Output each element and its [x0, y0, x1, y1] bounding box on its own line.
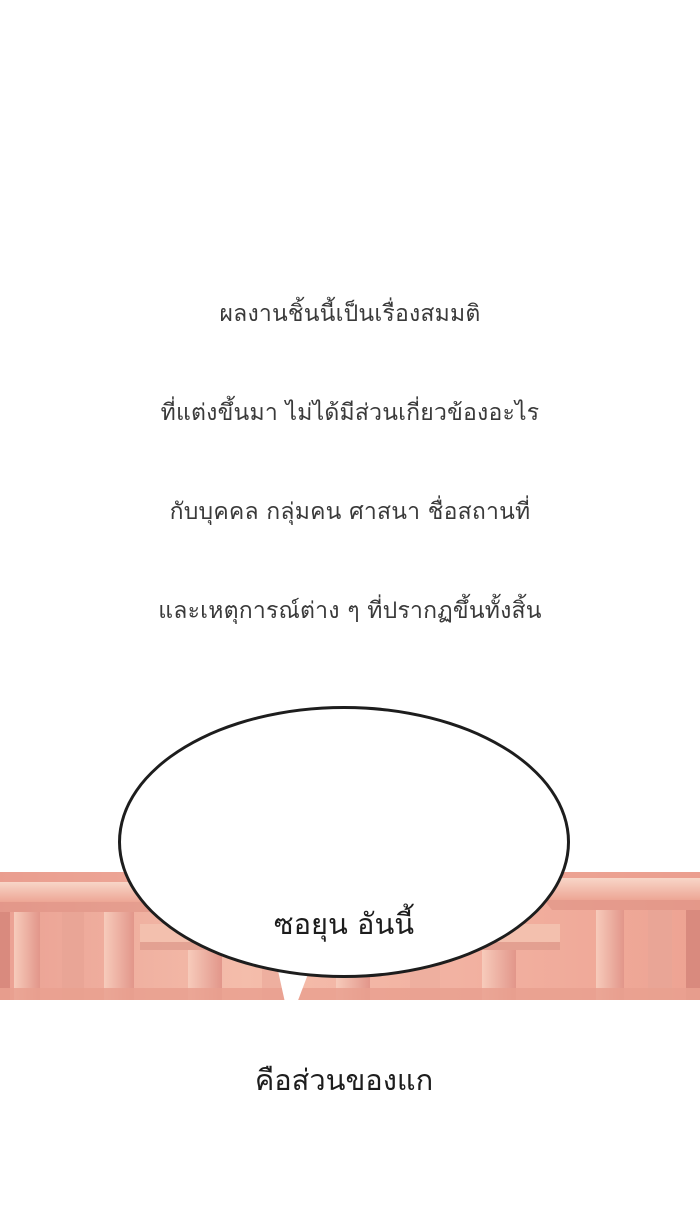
disclaimer-line-1: ผลงานชิ้นนี้เป็นเรื่องสมมติ	[219, 301, 481, 327]
disclaimer-line-2: ที่แต่งขึ้นมา ไม่ได้มีส่วนเกี่ยวข้องอะไร	[160, 400, 540, 426]
speech-balloon-line-1: ซอยุน อันนี้	[273, 907, 415, 941]
disclaimer-line-4: และเหตุการณ์ต่าง ๆ ที่ปรากฏขึ้นทั้งสิ้น	[158, 598, 542, 624]
disclaimer-text	[0, 232, 700, 694]
disclaimer-line-3: กับบุคคล กลุ่มคน ศาสนา ชื่อสถานที่	[169, 499, 531, 525]
speech-balloon-line-2: คือส่วนของแก	[254, 1063, 434, 1097]
speech-balloon-text	[118, 794, 570, 1210]
speech-balloon	[118, 706, 570, 1097]
